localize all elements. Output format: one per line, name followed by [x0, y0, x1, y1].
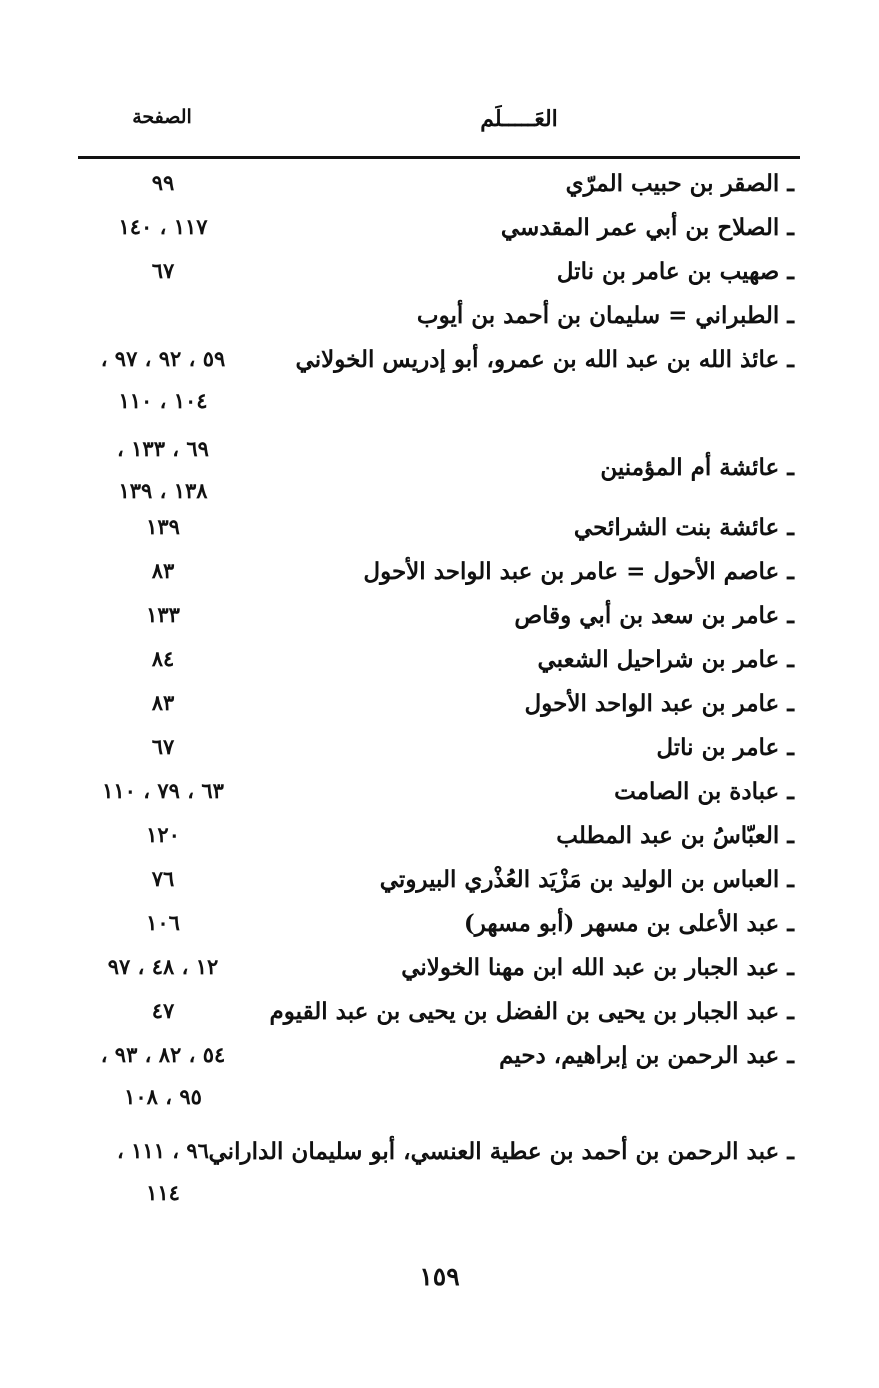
page-number: ١٥٩: [419, 1262, 460, 1291]
entry-name: ـ عامر بن عبد الواحد الأحول: [524, 690, 794, 717]
entry-name: ـ الطبراني = سليمان بن أحمد بن أيوب: [416, 302, 794, 329]
entry-pages: ٥٤ ، ٨٢ ، ٩٣ ، ٩٥ ، ١٠٨: [100, 1042, 226, 1109]
entry-name: ـ عبد الأعلى بن مسهر (أبو مسهر): [463, 910, 794, 937]
entry-pages: ٨٤: [151, 646, 175, 671]
entry-name: ـ العباس بن الوليد بن مَزْيَد العُذْري البيروتي: [379, 866, 794, 893]
entry-pages: ١٣٣: [146, 602, 180, 627]
entry-name: ـ الصلاح بن أبي عمر المقدسي: [500, 214, 794, 241]
entry-name: ـ العبّاسُ بن عبد المطلب: [556, 822, 794, 849]
entry-pages: ٦٧: [151, 258, 175, 283]
entry-pages: ٦٣ ، ٧٩ ، ١١٠: [102, 778, 224, 803]
entry-pages: ٨٣: [151, 558, 175, 583]
entry-name: ـ عائشة بنت الشرائحي: [573, 514, 794, 541]
entry-name: ـ صهيب بن عامر بن ناتل: [556, 258, 794, 285]
header-rule: [78, 156, 800, 159]
entry-pages: ١٠٦: [146, 910, 180, 935]
entry-pages: ٨٣: [151, 690, 175, 715]
entry-pages: ١٢٠: [146, 822, 180, 847]
entry-name: ـ عامر بن سعد بن أبي وقاص: [514, 602, 794, 629]
entry-pages: ٧٦: [151, 866, 175, 891]
entry-name: ـ عبد الجبار بن عبد الله ابن مهنا الخولاني: [401, 954, 794, 981]
entry-pages: ١٢ ، ٤٨ ، ٩٧: [107, 954, 219, 979]
entry-pages: ٦٩ ، ١٣٣ ، ١٣٨ ، ١٣٩: [117, 436, 209, 503]
entry-name: ـ عبد الجبار بن يحيى بن الفضل بن يحيى بن عبد القيوم: [269, 998, 794, 1025]
entry-name: ـ عائشة أم المؤمنين: [600, 454, 794, 481]
entry-name: ـ عبد الرحمن بن إبراهيم، دحيم: [499, 1042, 794, 1069]
entry-pages: ٤٧: [151, 998, 175, 1023]
entry-pages: ٦٧: [151, 734, 175, 759]
column-header-page: الصفحة: [132, 106, 192, 128]
entry-pages: ١٣٩: [146, 514, 180, 539]
entry-name: ـ عاصم الأحول = عامر بن عبد الواحد الأحول: [363, 558, 794, 585]
entry-name: ـ عامر بن ناتل: [656, 734, 794, 761]
entry-name: ـ عبد الرحمن بن أحمد بن عطية العنسي، أبو سليمان الداراني: [208, 1138, 794, 1165]
entry-name: ـ عامر بن شراحيل الشعبي: [537, 646, 794, 673]
entry-pages: ٩٩: [151, 170, 175, 195]
entry-pages: ٥٩ ، ٩٢ ، ٩٧ ، ١٠٤ ، ١١٠: [100, 346, 226, 413]
entry-name: ـ الصقر بن حبيب المرّي: [565, 170, 794, 197]
entry-pages: ٩٦ ، ١١١ ، ١١٤: [117, 1138, 209, 1205]
entry-pages: ١١٧ ، ١٤٠: [118, 214, 208, 239]
column-header-name: العَـــــلَم: [480, 106, 558, 132]
entry-name: ـ عبادة بن الصامت: [614, 778, 794, 805]
entry-name: ـ عائذ الله بن عبد الله بن عمرو، أبو إدريس الخولاني: [295, 346, 794, 373]
